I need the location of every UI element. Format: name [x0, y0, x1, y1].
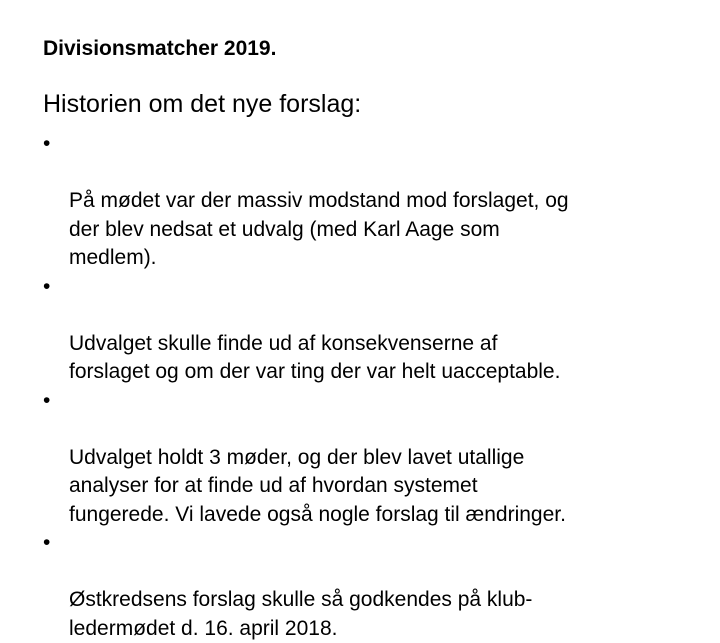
bullet-text: På mødet var der massiv modstand mod forslaget, og der blev nedsat et udvalg (med Karl Aage som medlem). [69, 189, 569, 269]
bullet-item [43, 387, 693, 530]
bullet-text: Udvalget holdt 3 møder, og der blev lavet utallige analyser for at finde ud af hvordan systemet fungerede. Vi lavede også nogle forslag til ændringer. [69, 445, 566, 526]
slide-title: Divisionsmatcher 2019. [43, 37, 277, 60]
bullet-item [43, 273, 693, 387]
bullet-list [43, 130, 693, 643]
bullet-icon: • [43, 388, 51, 412]
slide-subtitle: Historien om det nye forslag: [43, 90, 362, 118]
bullet-item [43, 130, 693, 273]
bullet-icon: • [43, 274, 51, 298]
bullet-icon: • [43, 132, 51, 155]
bullet-item [43, 529, 693, 643]
bullet-icon: • [43, 531, 51, 554]
bullet-text: Udvalget skulle finde ud af konsekvenserne af forslaget og om der var ting der var helt uacceptable. [69, 331, 561, 383]
bullet-text: Østkredsens forslag skulle så godkendes på klub- ledermødet d. 16. april 2018. [69, 588, 533, 640]
